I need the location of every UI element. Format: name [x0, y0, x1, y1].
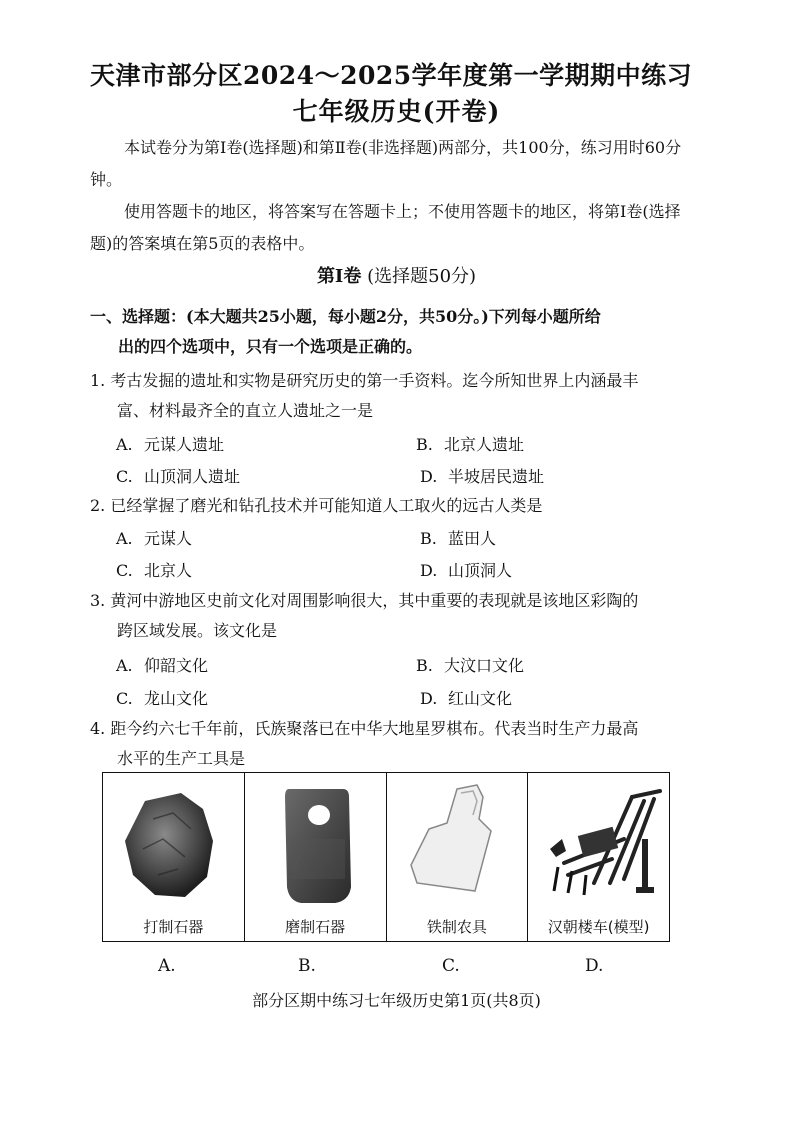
section-heading	[0, 262, 793, 288]
question-2-option-c[interactable]	[116, 558, 192, 581]
question-2	[90, 491, 690, 521]
option-text: 山顶洞人遗址	[144, 467, 241, 486]
question-4-letter-b[interactable]: B.	[298, 956, 316, 976]
question-3	[90, 586, 690, 646]
option-letter: A.	[116, 656, 133, 675]
question-2-stem-line-1: 2. 已经掌握了磨光和钻孔技术并可能知道人工取火的远古人类是	[90, 496, 543, 515]
option-text: 半坡居民遗址	[448, 467, 545, 486]
question-1-stem-line-1: 1. 考古发掘的遗址和实物是研究历史的第一手资料。迄今所知世界上内涵最丰	[90, 371, 639, 390]
image-caption: 汉朝楼车(模型)	[547, 918, 650, 936]
instruction-paragraph-1: 本试卷分为第Ⅰ卷(选择题)和第Ⅱ卷(非选择题)两部分，共100分，练习用时60分钟。	[90, 138, 682, 189]
image-caption: 磨制石器	[285, 918, 346, 936]
iron-farm-tool-icon	[387, 779, 527, 909]
option-text: 山顶洞人	[448, 561, 513, 580]
question-3-stem-line-2: 跨区域发展。该文化是	[117, 621, 278, 640]
option-letter: C.	[116, 689, 133, 708]
exam-title: 天津市部分区2024～2025学年度第一学期期中练习	[90, 61, 693, 90]
section-title: 第Ⅰ卷	[316, 266, 362, 287]
option-text: 元谋人遗址	[144, 435, 225, 454]
question-1-stem-line-2: 富、材料最齐全的直立人遗址之一是	[117, 401, 374, 420]
question-1-option-d[interactable]	[420, 464, 544, 487]
image-caption: 铁制农具	[426, 918, 487, 936]
part-one-heading	[90, 302, 690, 362]
image-cell-b[interactable]	[245, 773, 387, 941]
option-letter: A.	[116, 529, 133, 548]
question-3-option-a[interactable]	[116, 653, 208, 676]
option-text: 北京人	[144, 561, 193, 580]
question-1-option-b[interactable]	[416, 432, 524, 455]
option-text: 北京人遗址	[444, 435, 525, 454]
page-footer: 部分区期中练习七年级历史第1页(共8页)	[252, 991, 541, 1010]
part-one-line-1: 一、选择题：(本大题共25小题，每小题2分，共50分。)下列每小题所给	[90, 307, 601, 326]
question-3-option-c[interactable]	[116, 686, 208, 709]
image-cell-c[interactable]	[387, 773, 529, 941]
question-3-stem-line-1: 3. 黄河中游地区史前文化对周围影响很大，其中重要的表现就是该地区彩陶的	[90, 591, 639, 610]
option-letter: A.	[116, 435, 133, 454]
question-4-letter-a[interactable]: A.	[158, 956, 176, 976]
han-seed-drill-model-icon	[528, 779, 668, 909]
question-1-option-c[interactable]	[116, 464, 240, 487]
question-4	[90, 714, 690, 774]
question-4-stem-line-1: 4. 距今约六七千年前，氏族聚落已在中华大地星罗棋布。代表当时生产力最高	[90, 719, 639, 738]
question-4-letter-c[interactable]: C.	[442, 956, 460, 976]
question-1	[90, 366, 690, 426]
option-letter: D.	[420, 561, 438, 580]
option-letter: B.	[416, 435, 433, 454]
exam-subtitle: 七年级历史(开卷)	[292, 97, 501, 126]
option-text: 大汶口文化	[444, 656, 525, 675]
option-letter: D.	[420, 689, 438, 708]
image-cell-d[interactable]	[528, 773, 669, 941]
question-2-option-b[interactable]	[420, 526, 496, 549]
question-2-option-d[interactable]	[420, 558, 512, 581]
option-letter: C.	[116, 561, 133, 580]
option-text: 红山文化	[448, 689, 513, 708]
option-letter: D.	[420, 467, 438, 486]
question-4-image-table	[102, 772, 670, 942]
image-cell-a[interactable]	[103, 773, 245, 941]
question-1-option-a[interactable]	[116, 432, 224, 455]
option-letter: C.	[116, 467, 133, 486]
chipped-stone-tool-icon	[103, 779, 243, 909]
option-letter: B.	[416, 656, 433, 675]
image-caption: 打制石器	[143, 918, 204, 936]
question-2-option-a[interactable]	[116, 526, 192, 549]
question-3-option-d[interactable]	[420, 686, 512, 709]
part-one-line-2: 出的四个选项中，只有一个选项是正确的。	[118, 337, 423, 356]
option-text: 元谋人	[144, 529, 193, 548]
polished-stone-tool-icon	[245, 779, 385, 909]
question-4-letter-d[interactable]: D.	[585, 956, 604, 976]
option-letter: B.	[420, 529, 437, 548]
option-text: 龙山文化	[144, 689, 209, 708]
option-text: 仰韶文化	[144, 656, 209, 675]
question-4-stem-line-2: 水平的生产工具是	[117, 749, 246, 768]
section-subtitle: (选择题50分)	[367, 266, 477, 287]
option-text: 蓝田人	[448, 529, 497, 548]
question-3-option-b[interactable]	[416, 653, 524, 676]
instruction-paragraph-2: 使用答题卡的地区，将答案写在答题卡上；不使用答题卡的地区，将第Ⅰ卷(选择题)的答案填在第5页的表格中。	[90, 202, 681, 253]
